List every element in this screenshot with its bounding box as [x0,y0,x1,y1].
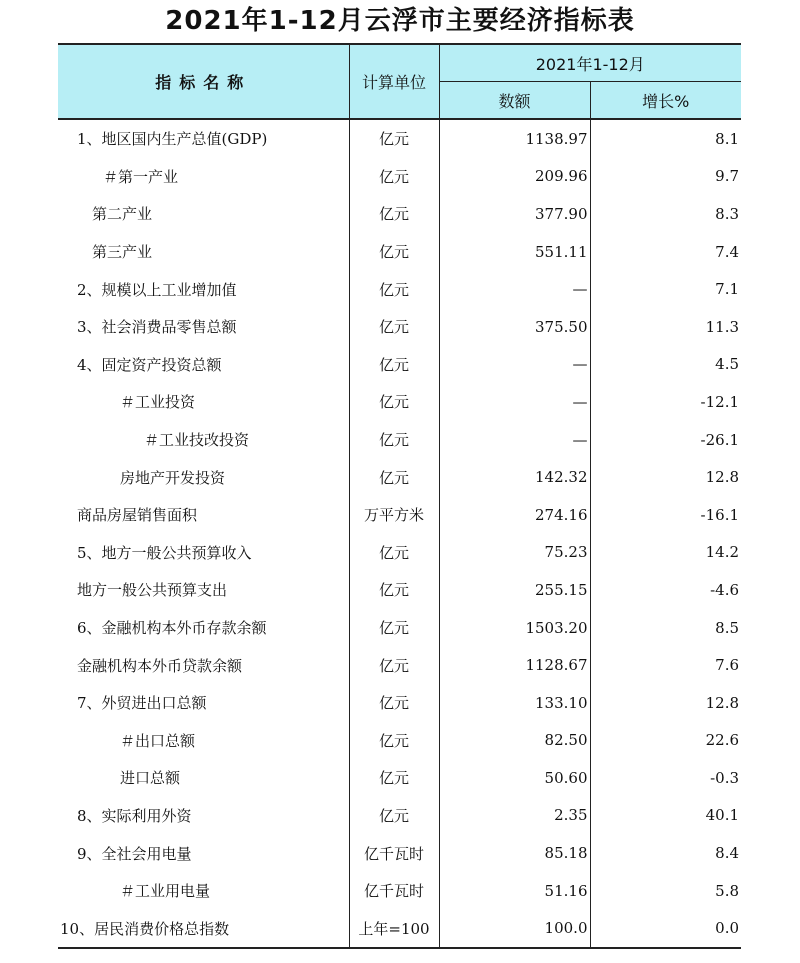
table-row [58,233,741,271]
indicator-unit: 亿元 [349,722,439,760]
indicator-value: — [439,346,590,384]
indicator-unit: 亿元 [349,346,439,384]
indicator-value: 50.60 [439,759,590,797]
indicator-name: 10、居民消费价格总指数 [58,909,349,948]
indicator-growth: 22.6 [705,731,740,750]
indicator-name: 2、规模以上工业增加值 [58,270,349,308]
indicator-unit: 亿元 [349,646,439,684]
indicator-value: 1128.67 [439,646,590,684]
indicator-growth: 8.1 [715,129,740,148]
table-row [58,383,741,421]
indicator-unit: 亿元 [349,421,439,459]
indicator-name: ＃工业技改投资 [58,421,349,459]
table-row [58,195,741,233]
indicator-growth: 8.5 [715,618,740,637]
indicator-unit: 亿元 [349,684,439,722]
indicator-unit: 亿元 [349,308,439,346]
indicator-name: ＃出口总额 [58,722,349,760]
table-row [58,646,741,684]
indicator-growth: -0.3 [710,768,740,787]
indicator-growth: 7.4 [715,242,740,261]
indicator-value: 82.50 [439,722,590,760]
table-row [58,119,741,158]
indicator-name: 5、地方一般公共预算收入 [58,534,349,572]
indicator-value: 209.96 [439,158,590,196]
table-row [58,759,741,797]
table-row [58,872,741,910]
indicator-name: 商品房屋销售面积 [58,496,349,534]
header-value: 数额 [439,82,590,120]
table-row [58,909,741,948]
table-row [58,534,741,572]
indicator-growth: 12.8 [705,468,740,487]
indicator-name: 3、社会消费品零售总额 [58,308,349,346]
indicator-unit: 亿元 [349,270,439,308]
indicator-value: 142.32 [439,458,590,496]
indicator-unit: 亿元 [349,534,439,572]
indicator-growth: 4.5 [715,355,740,374]
table-header [58,44,741,119]
indicator-name: 地方一般公共预算支出 [58,571,349,609]
table-row [58,797,741,835]
table-row [58,684,741,722]
indicator-growth: -26.1 [700,430,740,449]
table-row [58,158,741,196]
table-row [58,722,741,760]
indicator-value: 1138.97 [439,119,590,158]
indicator-growth: 9.7 [715,167,740,186]
indicator-name: ＃工业用电量 [58,872,349,910]
indicator-growth: 7.6 [715,656,740,675]
indicator-unit: 亿元 [349,571,439,609]
indicator-value: 274.16 [439,496,590,534]
indicator-value: 133.10 [439,684,590,722]
indicator-name: 进口总额 [58,759,349,797]
indicator-value: 551.11 [439,233,590,271]
table-row [58,346,741,384]
indicator-name: 金融机构本外币贷款余额 [58,646,349,684]
indicator-unit: 亿元 [349,233,439,271]
indicator-growth: 11.3 [705,317,740,336]
indicator-unit: 亿元 [349,195,439,233]
table-row [58,834,741,872]
indicator-unit: 亿千瓦时 [349,872,439,910]
indicator-name: 第三产业 [58,233,349,271]
indicator-growth: 40.1 [705,806,740,825]
indicator-unit: 亿元 [349,759,439,797]
indicator-name: 1、地区国内生产总值(GDP) [58,119,349,158]
indicator-value: 1503.20 [439,609,590,647]
indicator-growth: -16.1 [700,505,740,524]
indicator-value: 255.15 [439,571,590,609]
table-row [58,421,741,459]
indicator-growth: 8.3 [715,204,740,223]
indicator-name: 第二产业 [58,195,349,233]
header-period: 2021年1-12月 [439,44,741,82]
indicator-growth: 5.8 [715,881,740,900]
indicator-unit: 万平方米 [349,496,439,534]
indicator-growth: 12.8 [705,693,740,712]
indicator-name: ＃工业投资 [58,383,349,421]
indicator-name: 8、实际利用外资 [58,797,349,835]
indicator-growth: 8.4 [715,844,740,863]
indicator-name: 7、外贸进出口总额 [58,684,349,722]
header-unit: 计算单位 [349,44,439,119]
indicator-growth: -4.6 [710,580,740,599]
table-row [58,308,741,346]
indicator-value: — [439,421,590,459]
indicator-unit: 亿元 [349,609,439,647]
indicator-unit: 亿元 [349,119,439,158]
indicator-growth: -12.1 [700,392,740,411]
table-row [58,270,741,308]
table-row [58,496,741,534]
indicator-value: 375.50 [439,308,590,346]
indicator-growth: 7.1 [715,280,740,299]
table-row [58,609,741,647]
page-title: 2021年1-12月云浮市主要经济指标表 [165,6,635,36]
indicator-growth: 14.2 [705,543,740,562]
indicator-unit: 亿千瓦时 [349,834,439,872]
indicator-unit: 上年=100 [349,909,439,948]
indicator-unit: 亿元 [349,158,439,196]
indicator-name: ＃第一产业 [58,158,349,196]
indicator-value: — [439,270,590,308]
indicator-value: 51.16 [439,872,590,910]
indicator-unit: 亿元 [349,797,439,835]
indicator-unit: 亿元 [349,383,439,421]
indicator-name: 房地产开发投资 [58,458,349,496]
indicator-value: 377.90 [439,195,590,233]
table-row [58,458,741,496]
header-growth: 增长% [590,82,741,120]
table-row [58,571,741,609]
table-body [58,119,741,948]
indicator-name: 9、全社会用电量 [58,834,349,872]
indicator-unit: 亿元 [349,458,439,496]
indicator-growth: 0.0 [590,909,741,948]
indicator-value: 85.18 [439,834,590,872]
indicator-value: 2.35 [439,797,590,835]
indicator-value: — [439,383,590,421]
indicator-value: 100.0 [439,909,590,948]
indicator-name: 4、固定资产投资总额 [58,346,349,384]
indicator-value: 75.23 [439,534,590,572]
indicator-name: 6、金融机构本外币存款余额 [58,609,349,647]
header-indicator-name: 指标名称 [58,44,349,119]
indicator-table [58,43,741,949]
